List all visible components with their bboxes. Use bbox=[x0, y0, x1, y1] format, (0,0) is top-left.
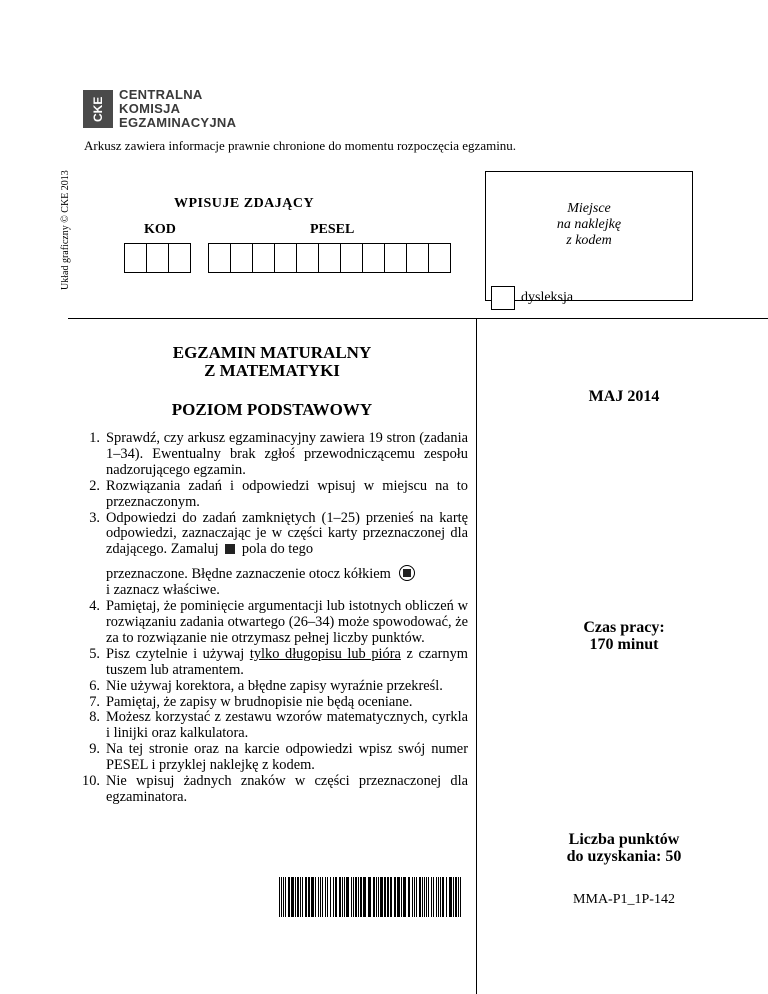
instruction-item bbox=[80, 679, 468, 695]
exam-title-line: EGZAMIN MATURALNY bbox=[172, 343, 372, 362]
confidentiality-notice: Arkusz zawiera informacje prawnie chronione do momentu rozpoczęcia egzaminu. bbox=[84, 138, 517, 153]
barcode-bar bbox=[315, 877, 316, 917]
barcode-bar bbox=[291, 877, 294, 917]
barcode-bar bbox=[330, 877, 331, 917]
barcode-bar bbox=[318, 877, 319, 917]
barcode-bar bbox=[449, 877, 452, 917]
logo-mark-text: CKE bbox=[91, 96, 105, 122]
logo-text bbox=[119, 88, 236, 130]
barcode-bar bbox=[295, 877, 296, 917]
exam-code: MMA-P1_1P-142 bbox=[573, 892, 675, 907]
pesel-label: PESEL bbox=[310, 222, 355, 237]
barcode-bar bbox=[419, 877, 421, 917]
barcode-bar bbox=[285, 877, 286, 917]
pesel-cell[interactable] bbox=[209, 244, 231, 272]
barcode-bar bbox=[302, 877, 303, 917]
instruction-text: Pamiętaj, że zapisy w brudnopisie nie będą oceniane. bbox=[106, 693, 413, 710]
barcode-image bbox=[279, 877, 465, 917]
pesel-input[interactable] bbox=[208, 243, 451, 273]
logo-line: CENTRALNA bbox=[119, 87, 203, 102]
barcode-bar bbox=[403, 877, 406, 917]
instruction-number: 9. bbox=[89, 741, 100, 758]
points-label: Liczba punktów bbox=[568, 831, 680, 848]
barcode-bar bbox=[355, 877, 357, 917]
barcode-bar bbox=[408, 877, 410, 917]
instruction-text: Nie wpisuj żadnych znaków w części przeznaczonej dla egzaminatora. bbox=[106, 773, 468, 805]
barcode-bar bbox=[353, 877, 354, 917]
duration-label: Czas pracy: bbox=[583, 619, 665, 636]
points-value: do uzyskania: 50 bbox=[566, 848, 682, 865]
instruction-emphasis: tylko długopisu lub pióra bbox=[249, 645, 401, 662]
pesel-cell[interactable] bbox=[385, 244, 407, 272]
barcode-bar bbox=[433, 877, 434, 917]
exam-session: MAJ 2014 bbox=[588, 388, 660, 405]
barcode-bar bbox=[358, 877, 359, 917]
instruction-item bbox=[80, 599, 468, 647]
barcode-bar bbox=[300, 877, 301, 917]
barcode-bar bbox=[390, 877, 392, 917]
dyslexia-label: dysleksja bbox=[521, 290, 574, 305]
barcode-bar bbox=[458, 877, 459, 917]
barcode-bar bbox=[339, 877, 341, 917]
barcode-bar bbox=[283, 877, 284, 917]
barcode-bar bbox=[288, 877, 290, 917]
instruction-text: Możesz korzystać z zestawu wzorów matematycznych, cyrkla i linijki oraz kalkulatora. bbox=[106, 709, 468, 742]
barcode-bar bbox=[384, 877, 386, 917]
instruction-item bbox=[80, 479, 468, 511]
instruction-item bbox=[80, 774, 468, 806]
barcode-bar bbox=[322, 877, 323, 917]
instruction-item bbox=[80, 511, 468, 600]
barcode-bar bbox=[440, 877, 441, 917]
barcode-bar bbox=[344, 877, 345, 917]
exam-title bbox=[76, 344, 468, 380]
instruction-text: Rozwiązania zadań i odpowiedzi wpisuj w miejscu na to przeznaczonym. bbox=[106, 477, 468, 510]
barcode-bar bbox=[368, 877, 371, 917]
barcode-bar bbox=[387, 877, 389, 917]
divider-vertical bbox=[476, 318, 477, 994]
barcode-bar bbox=[325, 877, 326, 917]
instruction-item bbox=[80, 710, 468, 742]
barcode-bar bbox=[363, 877, 366, 917]
instruction-text bbox=[106, 647, 468, 679]
instruction-number: 2. bbox=[89, 477, 100, 494]
instruction-text-part: pola do tego bbox=[241, 541, 314, 558]
instruction-number: 5. bbox=[89, 645, 100, 662]
pesel-cell[interactable] bbox=[429, 244, 450, 272]
barcode-bar bbox=[281, 877, 282, 917]
instruction-text-part: z czarnym tuszem lub atramentem. bbox=[106, 645, 468, 678]
instruction-text-part: Odpowiedzi do zadań zamkniętych (1–25) przenieś na kartę odpowiedzi, zaznaczając je w części karty przeznaczonej dla zdającego. Zamaluj bbox=[106, 509, 468, 558]
exam-duration bbox=[480, 619, 768, 653]
barcode-bar bbox=[401, 877, 402, 917]
instruction-text-part: i zaznacz właściwe. bbox=[106, 582, 220, 599]
pesel-cell[interactable] bbox=[231, 244, 253, 272]
pesel-cell[interactable] bbox=[341, 244, 363, 272]
instruction-item bbox=[80, 695, 468, 711]
barcode-bar bbox=[431, 877, 432, 917]
instruction-text-part: przeznaczone. Błędne zaznaczenie otocz kółkiem bbox=[106, 566, 391, 583]
barcode-bar bbox=[360, 877, 362, 917]
instruction-text bbox=[106, 511, 468, 600]
barcode-bar bbox=[412, 877, 413, 917]
pesel-cell[interactable] bbox=[363, 244, 385, 272]
barcode-bar bbox=[297, 877, 299, 917]
circled-square-icon bbox=[399, 565, 415, 581]
barcode-bar bbox=[442, 877, 444, 917]
barcode-bar bbox=[279, 877, 280, 917]
instruction-number: 7. bbox=[89, 693, 100, 710]
barcode-bar bbox=[426, 877, 427, 917]
instruction-text: Nie używaj korektora, a błędne zapisy wyraźnie przekreśl. bbox=[106, 677, 443, 694]
barcode-bar bbox=[308, 877, 310, 917]
dyslexia-checkbox[interactable] bbox=[491, 286, 515, 310]
barcode-bar bbox=[346, 877, 349, 917]
kod-label: KOD bbox=[144, 222, 176, 237]
candidate-heading: WPISUJE ZDAJĄCY bbox=[174, 196, 315, 211]
barcode-bar bbox=[416, 877, 417, 917]
instruction-number: 6. bbox=[89, 677, 100, 694]
exam-level: POZIOM PODSTAWOWY bbox=[171, 400, 373, 419]
instruction-number: 8. bbox=[89, 709, 100, 726]
barcode-bar bbox=[373, 877, 375, 917]
barcode-bar bbox=[376, 877, 377, 917]
sticker-text bbox=[486, 201, 692, 249]
instruction-number: 4. bbox=[89, 598, 100, 615]
barcode-bar bbox=[342, 877, 343, 917]
barcode-bar bbox=[320, 877, 321, 917]
pesel-cell[interactable] bbox=[407, 244, 429, 272]
kod-cell[interactable] bbox=[169, 244, 190, 272]
instruction-text: Sprawdź, czy arkusz egzaminacyjny zawiera 19 stron (zadania 1–34). Ewentualny brak zgłoś przewodniczącemu zespołu nadzorującego egzamin. bbox=[106, 430, 468, 478]
pesel-cell[interactable] bbox=[253, 244, 275, 272]
instruction-number: 1. bbox=[89, 430, 100, 446]
sticker-line: na naklejkę bbox=[556, 217, 622, 232]
points-available bbox=[480, 831, 768, 865]
barcode-bar bbox=[397, 877, 400, 917]
logo-line: EGZAMINACYJNA bbox=[119, 115, 237, 130]
barcode-bar bbox=[351, 877, 352, 917]
instruction-text: Na tej stronie oraz na karcie odpowiedzi wpisz swój numer PESEL i przyklej naklejkę z kodem. bbox=[106, 741, 468, 774]
barcode-bar bbox=[422, 877, 423, 917]
barcode-bar bbox=[378, 877, 379, 917]
instruction-item bbox=[80, 431, 468, 479]
sticker-area bbox=[485, 171, 693, 301]
instruction-text: Pamiętaj, że pominięcie argumentacji lub istotnych obliczeń w rozwiązaniu zadania otwartego (26–34) może spowodować, że za to rozwiązanie nie otrzymasz pełnej liczby punktów. bbox=[106, 598, 468, 646]
side-label: Układ graficzny © CKE 2013 bbox=[60, 170, 71, 290]
instruction-number: 3. bbox=[89, 509, 100, 526]
instruction-item bbox=[80, 742, 468, 774]
instruction-text-part: Pisz czytelnie i używaj bbox=[106, 645, 245, 662]
kod-cell[interactable] bbox=[125, 244, 147, 272]
barcode-bar bbox=[438, 877, 439, 917]
barcode-bar bbox=[335, 877, 337, 917]
exam-title-line: Z MATEMATYKI bbox=[204, 361, 340, 380]
duration-value: 170 minut bbox=[589, 636, 659, 653]
filled-square-icon bbox=[225, 544, 235, 554]
barcode-bar bbox=[311, 877, 314, 917]
barcode-bar bbox=[460, 877, 461, 917]
sticker-line: z kodem bbox=[566, 233, 612, 248]
barcode-bar bbox=[380, 877, 383, 917]
pesel-cell[interactable] bbox=[297, 244, 319, 272]
cke-logo-icon bbox=[83, 90, 113, 128]
barcode-bar bbox=[436, 877, 437, 917]
barcode-bar bbox=[446, 877, 447, 917]
barcode-bar bbox=[428, 877, 429, 917]
instruction-item bbox=[80, 647, 468, 679]
pesel-cell[interactable] bbox=[319, 244, 341, 272]
kod-input[interactable] bbox=[124, 243, 191, 273]
barcode-bar bbox=[453, 877, 454, 917]
barcode-bar bbox=[305, 877, 307, 917]
kod-cell[interactable] bbox=[147, 244, 169, 272]
logo-line: KOMISJA bbox=[119, 101, 181, 116]
barcode-bar bbox=[333, 877, 334, 917]
barcode-bar bbox=[327, 877, 328, 917]
barcode-bar bbox=[394, 877, 396, 917]
pesel-cell[interactable] bbox=[275, 244, 297, 272]
barcode-bar bbox=[455, 877, 457, 917]
barcode-bar bbox=[424, 877, 425, 917]
barcode-bar bbox=[414, 877, 415, 917]
divider-horizontal bbox=[68, 318, 768, 319]
sticker-line: Miejsce bbox=[567, 201, 611, 216]
instruction-number: 10. bbox=[82, 773, 100, 790]
instructions-list bbox=[80, 431, 468, 806]
